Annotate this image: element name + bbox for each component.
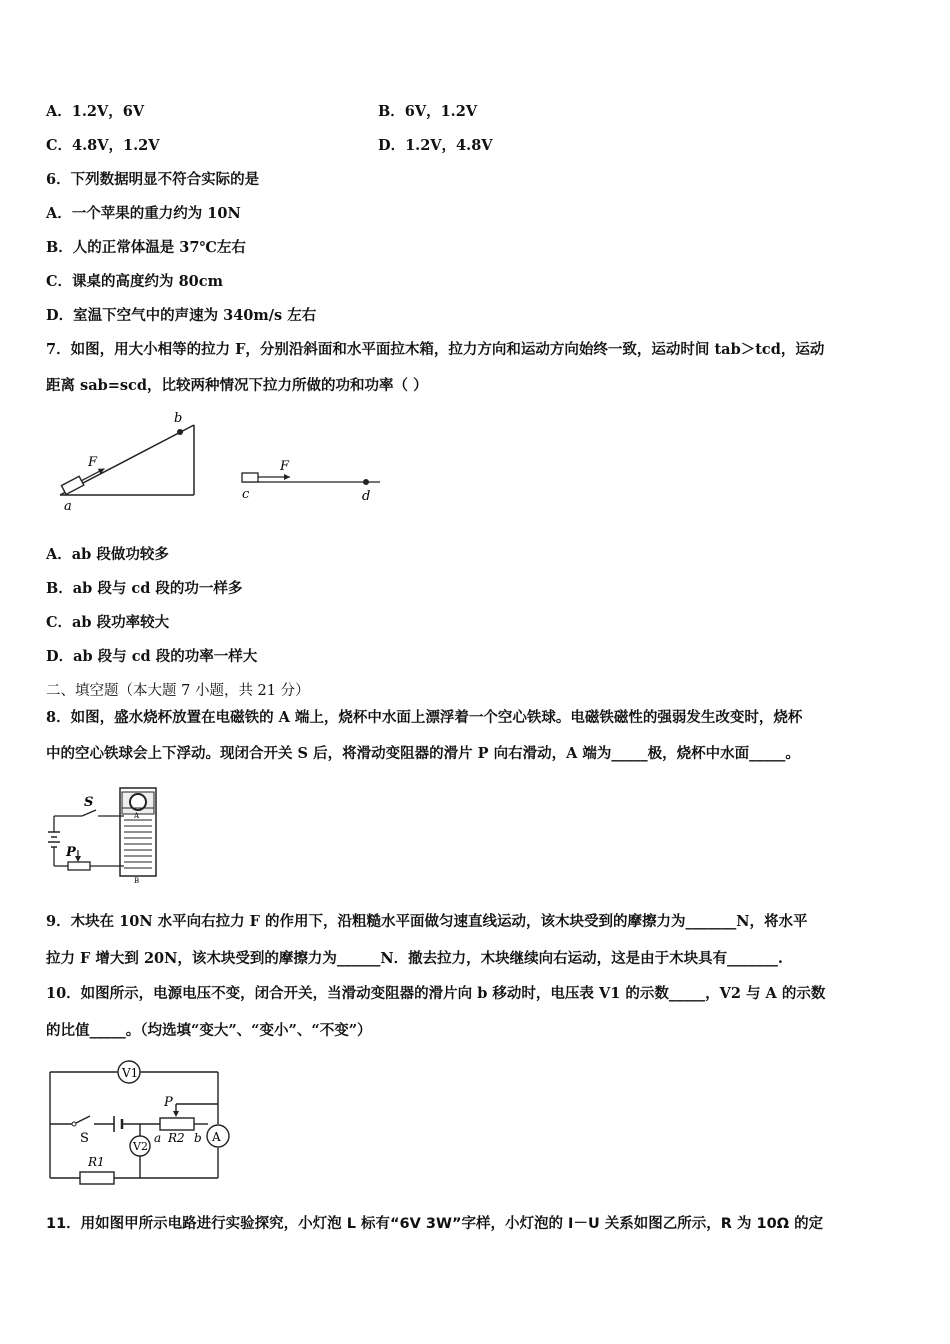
resistor-r1 — [80, 1172, 114, 1184]
label-d: d — [362, 489, 371, 504]
q11-line1: 11．用如图甲所示电路进行实验探究，小灯泡 L 标有“6V 3W”字样，小灯泡的 I－U 关系如图乙所示，R 为 10Ω 的定 — [46, 1216, 824, 1232]
horizontal-box — [242, 473, 258, 482]
point-b — [177, 429, 183, 435]
label-R2: R2 — [168, 1131, 185, 1145]
q6-stem: 6．下列数据明显不符合实际的是 — [46, 171, 260, 188]
q5-option-a: A．1.2V，6V — [46, 103, 145, 120]
label-A-end: A — [134, 812, 140, 820]
label-P: P — [164, 1095, 173, 1110]
point-d — [363, 479, 369, 485]
label-F-horizontal: F — [280, 459, 290, 474]
q9-line2: 拉力 F 增大到 20N，该木块受到的摩擦力为______N．撤去拉力，木块继续向右运动，这是由于木块具有_______. — [46, 950, 783, 967]
label-b: b — [194, 1131, 202, 1145]
q7-figure — [50, 410, 390, 520]
q10-line1: 10．如图所示，电源电压不变，闭合开关，当滑动变阻器的滑片向 b 移动时，电压表 V1 的示数_____，V2 与 A 的示数 — [46, 985, 826, 1002]
q8-line1: 8．如图，盛水烧杯放置在电磁铁的 A 端上，烧杯中水面上漂浮着一个空心铁球。电磁铁磁性的强弱发生改变时，烧杯 — [46, 709, 803, 726]
q7-option-c: C．ab 段功率较大 — [46, 614, 170, 631]
label-A: A — [212, 1130, 221, 1144]
q7-option-a: A．ab 段做功较多 — [46, 546, 169, 563]
label-B-end: B — [134, 877, 140, 884]
q8-figure — [44, 784, 174, 884]
q7-option-d: D．ab 段与 cd 段的功率一样大 — [46, 648, 258, 665]
q9-line1: 9．木块在 10N 水平向右拉力 F 的作用下，沿粗糙水平面做匀速直线运动，该木块受到的摩擦力为_______N，将水平 — [46, 913, 808, 930]
q10-figure — [44, 1056, 244, 1186]
q10-line2: 的比值_____。（均选填“变大”、“变小”、“不变”） — [46, 1022, 372, 1039]
q6-option-c: C．课桌的高度约为 80cm — [46, 273, 223, 290]
label-a: a — [154, 1131, 162, 1145]
incline-diagram — [60, 411, 194, 514]
label-b: b — [174, 411, 183, 426]
label-V2: V2 — [133, 1140, 148, 1153]
switch-s — [82, 810, 96, 816]
q7-stem-line2: 距离 sab=scd，比较两种情况下拉力所做的功和功率（ ） — [46, 377, 428, 394]
label-F-incline: F — [88, 455, 98, 470]
q8-line2: 中的空心铁球会上下浮动。现闭合开关 S 后，将滑动变阻器的滑片 P 向右滑动，A 端为_____极，烧杯中水面_____。 — [46, 745, 800, 762]
label-V1: V1 — [122, 1066, 139, 1080]
q6-option-b: B．人的正常体温是 37℃左右 — [46, 239, 246, 256]
q7-option-b: B．ab 段与 cd 段的功一样多 — [46, 580, 243, 597]
label-a: a — [64, 499, 72, 514]
incline-box — [61, 476, 83, 494]
switch-s — [72, 1122, 76, 1126]
rheostat — [68, 862, 90, 870]
label-S: S — [84, 795, 94, 810]
q5-option-d: D．1.2V，4.8V — [378, 137, 493, 154]
label-S: S — [80, 1131, 89, 1146]
q7-stem-line1: 7．如图，用大小相等的拉力 F，分别沿斜面和水平面拉木箱，拉力方向和运动方向始终一致，运动时间 tab＞tcd，运动 — [46, 341, 825, 358]
q6-option-a: A．一个苹果的重力约为 10N — [46, 205, 241, 222]
q5-option-b: B．6V，1.2V — [378, 103, 478, 120]
label-P: P — [66, 845, 76, 860]
horizontal-diagram — [242, 459, 380, 504]
q6-option-d: D．室温下空气中的声速为 340m/s 左右 — [46, 307, 317, 324]
q5-option-c: C．4.8V，1.2V — [46, 137, 160, 154]
label-c: c — [242, 487, 250, 502]
label-R1: R1 — [88, 1155, 105, 1169]
rheostat-r2 — [160, 1118, 194, 1130]
section-heading: 二、填空题（本大题 7 小题，共 21 分） — [46, 683, 310, 699]
